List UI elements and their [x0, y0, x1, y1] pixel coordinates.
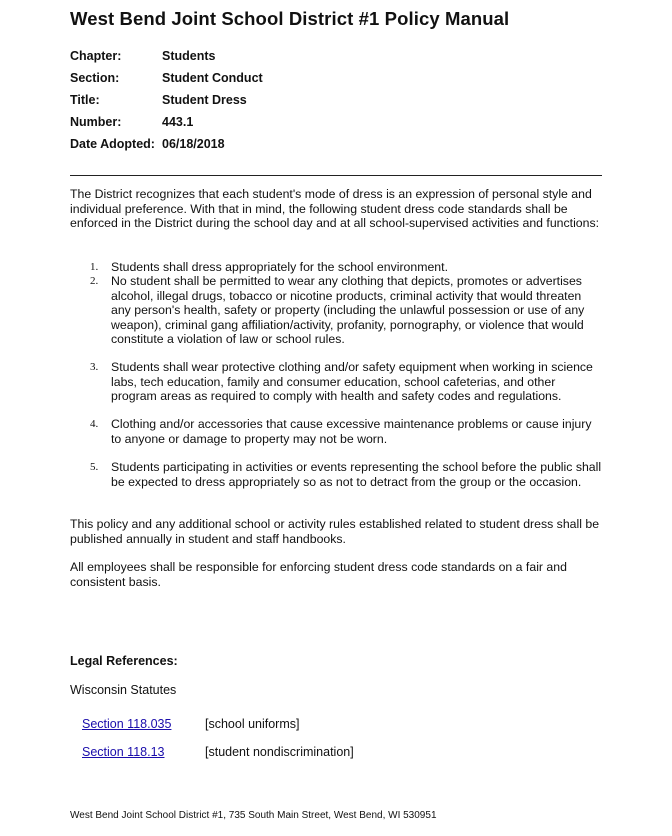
meta-value: 06/18/2018 — [162, 137, 225, 151]
meta-value: Student Conduct — [162, 71, 263, 85]
page-footer — [70, 810, 437, 821]
list-item-text: Students shall dress appropriately for the school environment. — [111, 260, 448, 274]
meta-value: Students — [162, 49, 216, 63]
list-item-text: No student shall be permitted to wear any clothing that depicts, promotes or advertises alcohol, illegal drugs, tobacco or nicotine products, criminal activity that would threaten any person's health, safety or property (including the unlawful possession or use of any weapon), criminal gang affiliation/activity, profanity, pornography, or violence that would constitute a violation of law or school rules. — [111, 274, 585, 346]
meta-label: Number: — [70, 115, 122, 129]
list-item-number: 5. — [90, 461, 99, 473]
footer-address: West Bend Joint School District #1, 735 South Main Street, West Bend, WI 53095 — [70, 810, 431, 821]
section-118-13-link[interactable]: Section 118.13 — [82, 745, 165, 759]
header-divider — [70, 175, 602, 176]
meta-label: Chapter: — [70, 49, 122, 63]
list-item-text: Students shall wear protective clothing and/or safety equipment when working in science labs, tech education, family and consumer education, school cafeterias, and other program areas as required to comply with health and safety codes and regulations. — [111, 360, 593, 403]
meta-value: 443.1 — [162, 115, 194, 129]
intro-paragraph: The District recognizes that each student's mode of dress is an expression of personal style and individual preference. With that in mind, the following student dress code standards shall be enforced in the District during the school day and at all school-supervised activities and functions: — [70, 187, 600, 230]
meta-label: Section: — [70, 71, 120, 85]
page-number: 1 — [430, 810, 437, 821]
list-item-text: Students participating in activities or events representing the school before the public shall be expected to dress appropriately so as not to detract from the group or the occasion. — [111, 460, 602, 489]
reference-description: [school uniforms] — [205, 717, 300, 731]
list-item-number: 2. — [90, 275, 99, 287]
employees-responsibility-paragraph: All employees shall be responsible for enforcing student dress code standards on a fair and consistent basis. — [70, 560, 567, 589]
legal-references-heading: Legal References: — [70, 654, 178, 668]
list-item-number: 1. — [90, 261, 99, 273]
list-item-number: 3. — [90, 361, 99, 373]
section-118-035-link[interactable]: Section 118.035 — [82, 717, 172, 731]
statutes-label: Wisconsin Statutes — [70, 683, 177, 697]
meta-label: Date Adopted: — [70, 137, 155, 151]
document-title: West Bend Joint School District #1 Policy Manual — [70, 8, 510, 29]
list-item-text: Clothing and/or accessories that cause excessive maintenance problems or cause injury to anyone or damage to property may not be worn. — [111, 417, 592, 446]
meta-value: Student Dress — [162, 93, 247, 107]
meta-label: Title: — [70, 93, 100, 107]
reference-description: [student nondiscrimination] — [205, 745, 354, 759]
list-item-number: 4. — [90, 418, 99, 430]
policy-publication-paragraph: This policy and any additional school or activity rules established related to student dress shall be published annually in student and staff handbooks. — [70, 517, 600, 546]
